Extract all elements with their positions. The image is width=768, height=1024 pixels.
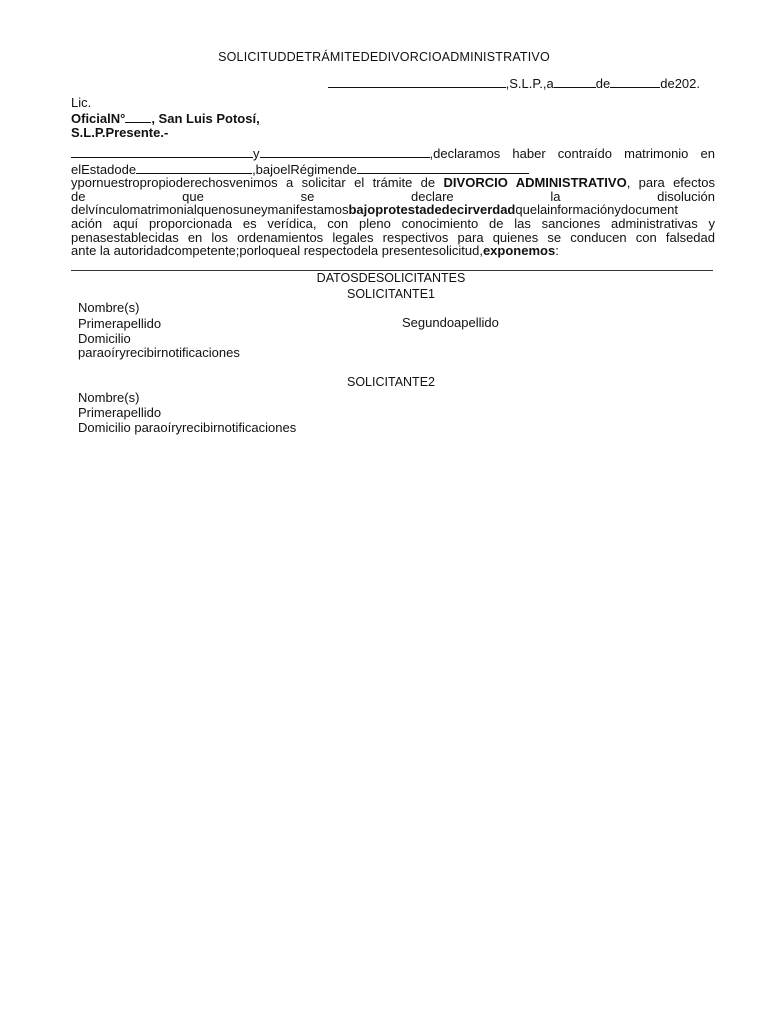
s1-segundo-apellido-label: Segundoapellido bbox=[402, 315, 499, 330]
s1-notificaciones-label: paraoíryrecibirnotificaciones bbox=[78, 345, 240, 360]
oficial-number-blank bbox=[125, 110, 151, 123]
estado-blank bbox=[136, 161, 252, 174]
body-line-1 bbox=[71, 145, 715, 161]
body-line-5 bbox=[71, 203, 715, 217]
addressee-oficial bbox=[71, 110, 260, 126]
body-line-6 bbox=[71, 217, 715, 231]
day-blank bbox=[554, 75, 596, 88]
body-l3-a: ypornuestropropioderechosvenimos a solicitar el trámite de bbox=[71, 175, 436, 191]
body-line-8 bbox=[71, 244, 715, 258]
body-l2-b: ,bajoelRégimende bbox=[252, 161, 357, 177]
place-blank bbox=[328, 75, 506, 88]
body-l1-text: ,declaramos haber contraído matrimonio en bbox=[429, 146, 715, 161]
body-line-4 bbox=[71, 190, 715, 204]
body-l7: penasestablecidas en los ordenamientos legales respectivos para quienes se conducen con falsedad bbox=[71, 229, 715, 245]
s2-domicilio-label: Domicilio paraoíryrecibirnotificaciones bbox=[78, 420, 297, 435]
body-line-2 bbox=[71, 161, 715, 177]
body-l3-bold: DIVORCIO ADMINISTRATIVO bbox=[443, 175, 627, 191]
addressee-lic: Lic. bbox=[71, 95, 92, 110]
solicitante1-heading: SOLICITANTE1 bbox=[347, 287, 435, 301]
date-line bbox=[328, 75, 700, 91]
body-l2-a: elEstadode bbox=[71, 161, 137, 177]
body-l5-b: quelainformaciónydocument bbox=[515, 202, 678, 218]
body-l8-a: ante la autoridadcompetente;porloqueal respectodela presentesolicitud, bbox=[71, 243, 483, 259]
s2-nombre-label: Nombre(s) bbox=[78, 390, 140, 405]
addressee-presente: S.L.P.Presente.- bbox=[71, 125, 169, 140]
s1-domicilio-label: Domicilio bbox=[78, 331, 131, 346]
oficial-label: OficialN° bbox=[71, 111, 126, 126]
date-de2-text: de202. bbox=[660, 76, 700, 91]
name1-blank bbox=[71, 145, 253, 158]
body-line-3 bbox=[71, 176, 715, 190]
s2-primer-apellido-label: Primerapellido bbox=[78, 405, 162, 420]
regimen-blank bbox=[357, 161, 529, 174]
solicitante2-heading: SOLICITANTE2 bbox=[347, 375, 435, 389]
addressee-block bbox=[71, 96, 260, 140]
name2-blank bbox=[260, 145, 430, 158]
body-l5-bold: bajoprotestadedecirverdad bbox=[348, 202, 516, 218]
body-y: y bbox=[253, 146, 260, 161]
section-title: DATOSDESOLICITANTES bbox=[316, 271, 466, 285]
body-l5-a: delvínculomatrimonialquenosuneymanifestamos bbox=[71, 202, 349, 218]
body-l4: de que se declare la disolución bbox=[71, 188, 715, 204]
body-l8-b: : bbox=[555, 243, 559, 259]
body-l6: ación aquí proporcionada es verídica, con pleno conocimiento de las sanciones administrativas y bbox=[71, 215, 715, 231]
request-body-paragraph bbox=[71, 145, 715, 258]
date-place-text: ,S.L.P.,a bbox=[505, 76, 554, 91]
s1-nombre-label: Nombre(s) bbox=[78, 300, 140, 315]
s1-primer-apellido-label: Primerapellido bbox=[78, 316, 162, 331]
month-blank bbox=[610, 75, 660, 88]
body-l3-b: , para efectos bbox=[626, 175, 715, 191]
body-l8-bold: exponemos bbox=[482, 243, 556, 259]
date-de1-text: de bbox=[595, 76, 611, 91]
document-title: SOLICITUDDETRÁMITEDEDIVORCIOADMINISTRATIVO bbox=[218, 50, 550, 64]
body-line-7 bbox=[71, 231, 715, 245]
oficial-city: , San Luis Potosí, bbox=[151, 111, 260, 126]
